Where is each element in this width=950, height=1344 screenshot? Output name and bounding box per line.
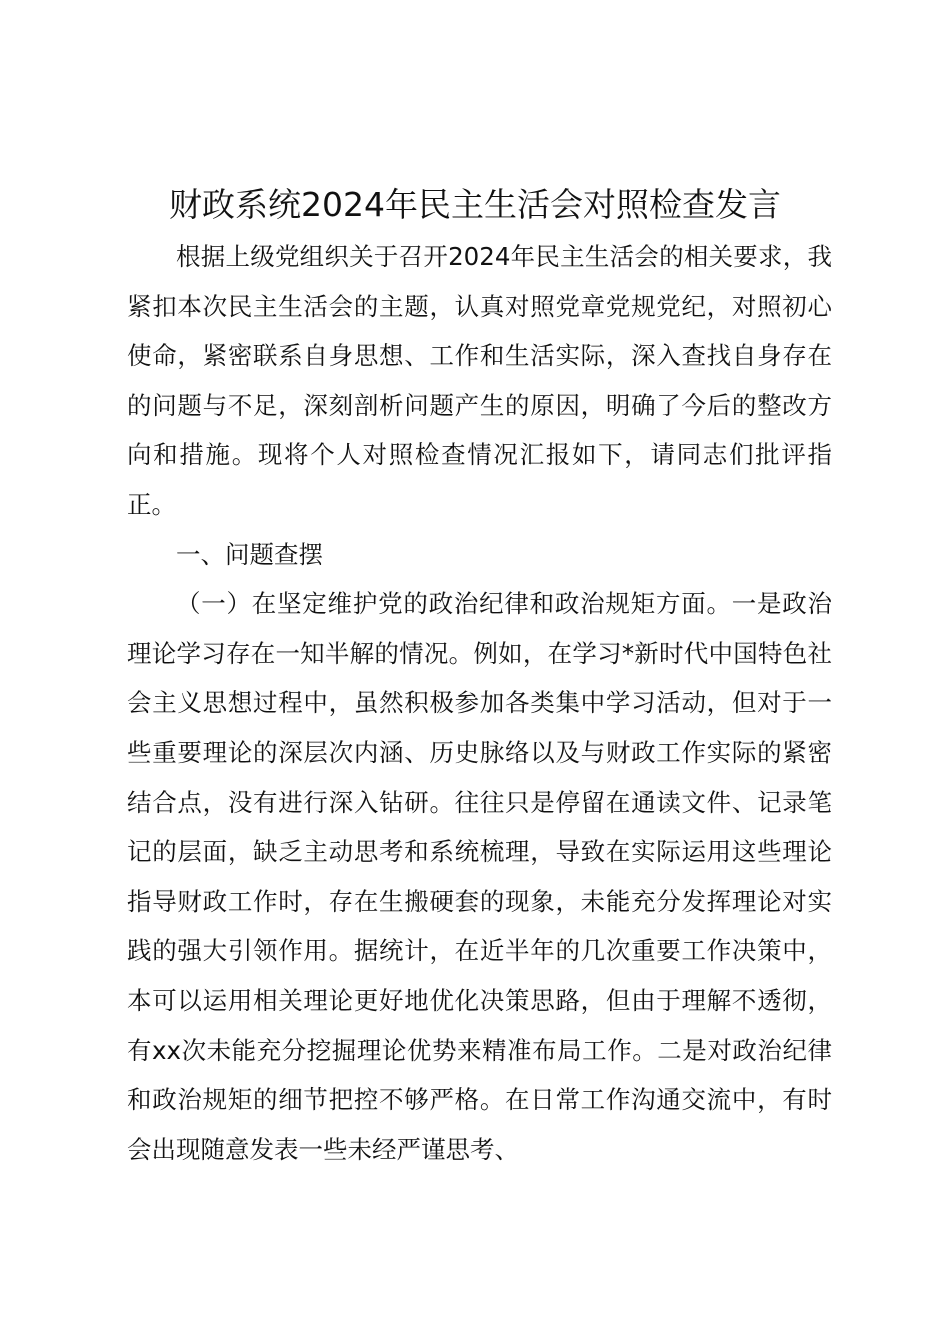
document-title: 财政系统2024年民主生活会对照检查发言 bbox=[169, 185, 781, 224]
document-body bbox=[127, 232, 832, 1174]
intro-paragraph: 根据上级党组织关于召开2024年民主生活会的相关要求，我紧扣本次民主生活会的主题，认真对照党章党规党纪，对照初心使命，紧密联系自身思想、工作和生活实际，深入查找自身存在的问题与不足，深刻剖析问题产生的原因，明确了今后的整改方向和措施。现将个人对照检查情况汇报如下，请同志们批评指正。 bbox=[127, 242, 832, 519]
section-paragraph: （一）在坚定维护党的政治纪律和政治规矩方面。一是政治理论学习存在一知半解的情况。例如，在学习*新时代中国特色社会主义思想过程中，虽然积极参加各类集中学习活动，但对于一些重要理论的深层次内涵、历史脉络以及与财政工作实际的紧密结合点，没有进行深入钻研。往往只是停留在通读文件、记录笔记的层面，缺乏主动思考和系统梳理，导致在实际运用这些理论指导财政工作时，存在生搬硬套的现象，未能充分发挥理论对实践的强大引领作用。据统计，在近半年的几次重要工作决策中，本可以运用相关理论更好地优化决策思路，但由于理解不透彻，有xx次未能充分挖掘理论优势来精准布局工作。二是对政治纪律和政治规矩的细节把控不够严格。在日常工作沟通交流中，有时会出现随意发表一些未经严谨思考、 bbox=[127, 589, 832, 1164]
section-heading: 一、问题查摆 bbox=[176, 539, 323, 569]
